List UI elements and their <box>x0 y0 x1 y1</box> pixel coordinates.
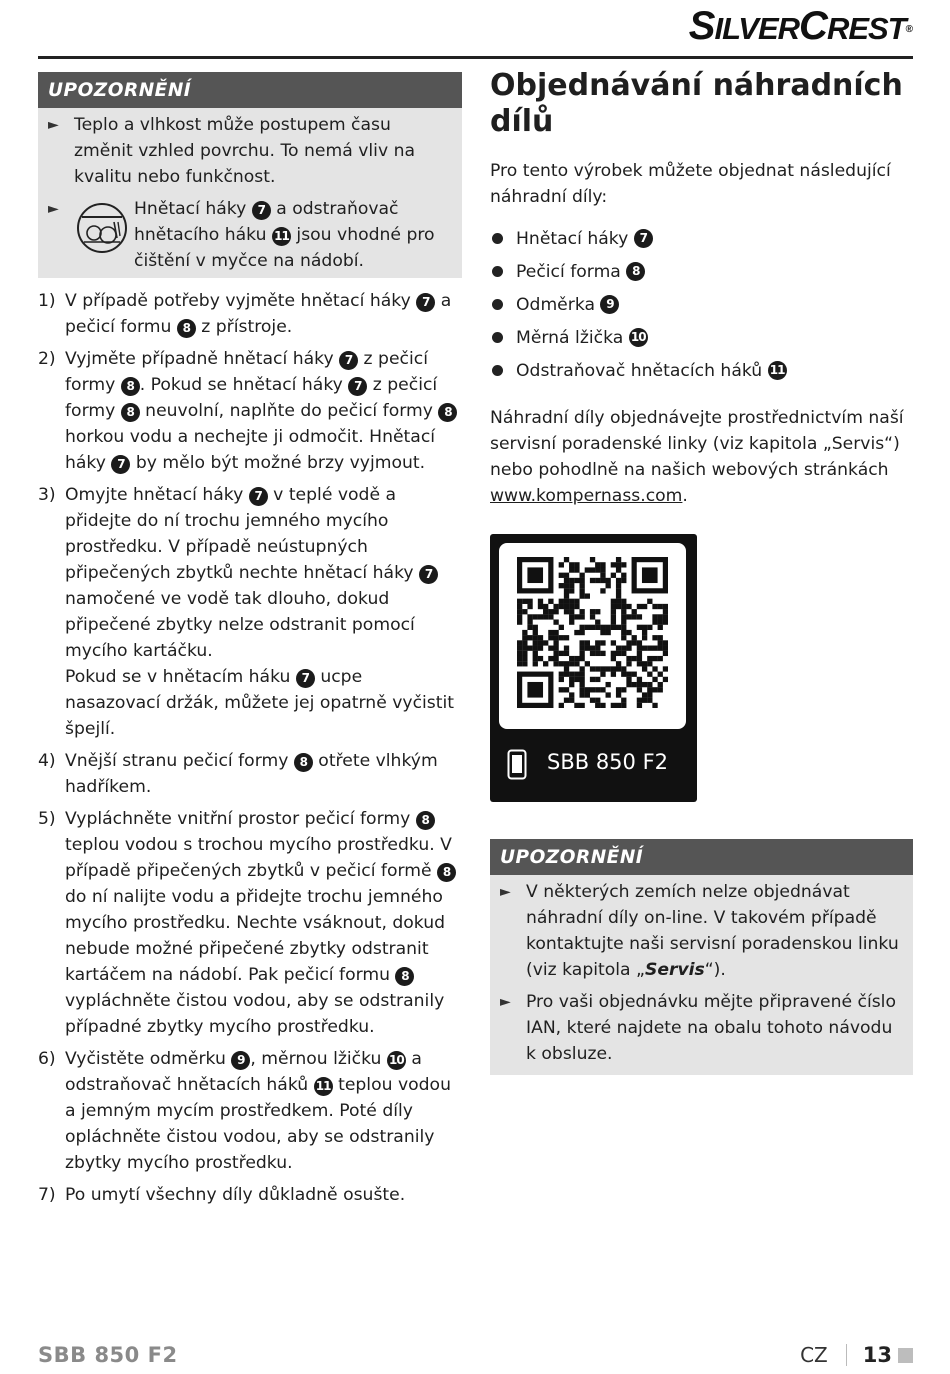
ref-number-badge: 7 <box>111 455 130 474</box>
arrow-right-icon: ► <box>48 201 59 217</box>
ref-number-badge: 7 <box>348 377 367 396</box>
ref-number-badge: 8 <box>121 403 140 422</box>
note-item <box>38 108 462 190</box>
qr-code-frame <box>499 543 686 729</box>
bullet-icon <box>492 266 503 277</box>
note-item <box>490 985 913 1071</box>
spare-part-label: Měrná lžička <box>516 327 624 348</box>
ref-number-badge: 8 <box>121 377 140 396</box>
header-rule <box>38 56 913 59</box>
ref-number-badge: 11 <box>314 1077 333 1096</box>
note-text: Pro vaši objednávku mějte připravené číslo IAN, které najdete na obalu tohoto návodu k obsluze. <box>526 992 896 1064</box>
ref-number-badge: 8 <box>294 753 313 772</box>
footer-model: SBB 850 F2 <box>38 1343 178 1367</box>
step-item <box>38 288 462 340</box>
text-run: namočené ve vodě tak dlouho, dokud připečené zbytky nelze odstranit pomocí mycího kartáčku. <box>65 589 415 661</box>
silvercrest-logo: SILVERCREST® <box>688 4 912 48</box>
text-run: Pokud se v hnětacím háku <box>65 667 296 687</box>
spare-part-label: Odstraňovač hnětacích háků <box>516 360 763 381</box>
bullet-icon <box>492 233 503 244</box>
footer-language: CZ <box>800 1343 828 1367</box>
qr-code-icon <box>517 557 668 708</box>
spare-part-label: Pečicí forma <box>516 261 621 282</box>
text-run: Vyjměte případně hnětací háky <box>65 349 340 369</box>
spare-part-label: Hnětací háky <box>516 228 629 249</box>
step-text <box>65 1046 462 1176</box>
step-item <box>38 1182 462 1208</box>
note-heading: UPOZORNĚNÍ <box>38 72 462 108</box>
spare-parts-list <box>490 222 913 387</box>
ref-number-badge: 7 <box>339 351 358 370</box>
text-run: z pečicí formy <box>65 375 438 421</box>
page-number: 13 <box>862 1343 892 1367</box>
ref-number-badge: 10 <box>387 1051 406 1070</box>
qr-label: SBB 850 F2 <box>547 750 669 774</box>
bullet-icon <box>492 365 503 376</box>
footer-page-info <box>800 1343 913 1367</box>
text-run: teplou vodou s trochou mycího prostředku. V případě připečených zbytků v pečicí formě <box>65 835 452 881</box>
step-number: 6) <box>38 1049 56 1069</box>
ref-number-badge: 8 <box>416 811 435 830</box>
ref-number-badge: 8 <box>177 319 196 338</box>
text-run: v teplé vodě a přidejte do ní trochu jemného mycího prostředku. V případě neústupných připečených zbytků nechte hnětací háky <box>65 485 420 583</box>
step-number: 3) <box>38 485 56 505</box>
step-text <box>65 748 462 800</box>
arrow-right-icon: ► <box>500 884 511 900</box>
website-link[interactable]: www.kompernass.com <box>490 486 683 506</box>
note-box-left <box>38 72 462 278</box>
text-run: a odstraňovač hnětacích háků <box>65 1049 422 1095</box>
note-item <box>490 875 913 983</box>
text-run: . Pokud se hnětací háky <box>139 375 349 395</box>
text-run: Omyjte hnětací háky <box>65 485 249 505</box>
step-text <box>65 288 462 340</box>
dishwasher-icon <box>76 202 128 254</box>
text-run: , měrnou lžičku <box>250 1049 387 1069</box>
spare-part-item <box>490 321 913 354</box>
smartphone-icon <box>507 749 527 780</box>
text-run: Po umytí všechny díly důkladně osušte. <box>65 1185 406 1205</box>
ref-number-badge: 8 <box>395 967 414 986</box>
ref-number-badge: 10 <box>629 328 648 347</box>
text-run: neuvolní, naplňte do pečicí formy <box>139 401 439 421</box>
order-text: Náhradní díly objednávejte prostřednictvím naší servisní poradenské linky (viz kapitola „Servis“) nebo pohodlně na našich webových stránkách www.kompernass.com. <box>490 408 904 506</box>
note-box-right <box>490 839 913 1075</box>
text-run: vypláchněte čistou vodou, aby se odstranily případné zbytky mycího prostředku. <box>65 991 445 1037</box>
cleaning-steps <box>38 288 462 1208</box>
text-run: by mělo být možné brzy vyjmout. <box>130 453 426 473</box>
ref-number-badge: 11 <box>768 361 787 380</box>
text-run: z přístroje. <box>195 317 293 337</box>
ref-number-badge: 7 <box>416 293 435 312</box>
step-text <box>65 1182 462 1208</box>
spare-part-item <box>490 222 913 255</box>
footer-divider <box>846 1344 847 1366</box>
step-number: 2) <box>38 349 56 369</box>
spare-part-item <box>490 255 913 288</box>
note-text: Teplo a vlhkost může postupem času změnit vzhled povrchu. To nemá vliv na kvalitu nebo funkčnost. <box>74 115 416 187</box>
ref-number-badge: 8 <box>437 863 456 882</box>
spare-part-label: Odměrka <box>516 294 596 315</box>
bullet-icon <box>492 299 503 310</box>
note-text: Hnětací háky 7 a odstraňovač hnětacího háku 11 jsou vhodné pro čištění v myčce na nádobí. <box>134 199 435 271</box>
ref-number-badge: 9 <box>600 295 619 314</box>
ref-number-badge: 8 <box>626 262 645 281</box>
page-marker-square <box>898 1348 913 1363</box>
qr-card[interactable] <box>490 534 697 802</box>
step-item <box>38 346 462 476</box>
arrow-right-icon: ► <box>500 994 511 1010</box>
bullet-icon <box>492 332 503 343</box>
intro-text: Pro tento výrobek můžete objednat následující náhradní díly: <box>490 161 891 207</box>
text-run: V případě potřeby vyjměte hnětací háky <box>65 291 417 311</box>
text-run: ucpe nasazovací držák, můžete jej opatrně vyčistit špejlí. <box>65 667 455 739</box>
step-text <box>65 346 462 476</box>
spare-part-item <box>490 288 913 321</box>
step-extra-text <box>65 664 462 742</box>
step-item <box>38 482 462 742</box>
text-run: do ní nalijte vodu a přidejte trochu jemného mycího prostředku. Nechte vsáknout, dokud nebude možné připečené zbytky odstranit kartáčem na nádobí. Pak pečicí formu <box>65 887 446 985</box>
note-item-dishwasher <box>38 192 462 274</box>
ref-number-badge: 9 <box>231 1051 250 1070</box>
ref-number-badge: 7 <box>419 565 438 584</box>
text-run: z pečicí formy <box>65 349 428 395</box>
step-number: 4) <box>38 751 56 771</box>
text-run: otřete vlhkým hadříkem. <box>65 751 438 797</box>
ref-number-badge: 8 <box>438 403 457 422</box>
arrow-right-icon: ► <box>48 117 59 133</box>
note-heading: UPOZORNĚNÍ <box>490 839 913 875</box>
text-run: teplou vodou a jemným mycím prostředkem. Poté díly opláchněte čistou vodou, aby se odstranily zbytky mycího prostředku. <box>65 1075 451 1173</box>
text-run: a pečicí formu <box>65 291 452 337</box>
section-title: Objednávání náhradních dílů <box>490 68 903 139</box>
text-run: Vnější stranu pečicí formy <box>65 751 294 771</box>
spare-part-item <box>490 354 913 387</box>
step-number: 7) <box>38 1185 56 1205</box>
ref-number-badge: 7 <box>634 229 653 248</box>
step-text <box>65 482 462 742</box>
text-run: Vypláchněte vnitřní prostor pečicí formy <box>65 809 416 829</box>
step-number: 1) <box>38 291 56 311</box>
right-column <box>490 68 913 1075</box>
text-run: Vyčistěte odměrku <box>65 1049 232 1069</box>
left-column <box>38 72 462 1208</box>
ref-number-badge: 7 <box>296 669 315 688</box>
text-run: horkou vodu a nechejte ji odmočit. Hnětací háky <box>65 427 436 473</box>
note-text: V některých zemích nelze objednávat náhradní díly on-line. V takovém případě kontaktujte naši servisní poradenskou linku (viz kapitola „Servis“). <box>526 882 899 980</box>
step-item <box>38 748 462 800</box>
step-text <box>65 806 462 1040</box>
ref-number-badge: 7 <box>249 487 268 506</box>
step-item <box>38 1046 462 1176</box>
step-item <box>38 806 462 1040</box>
step-number: 5) <box>38 809 56 829</box>
